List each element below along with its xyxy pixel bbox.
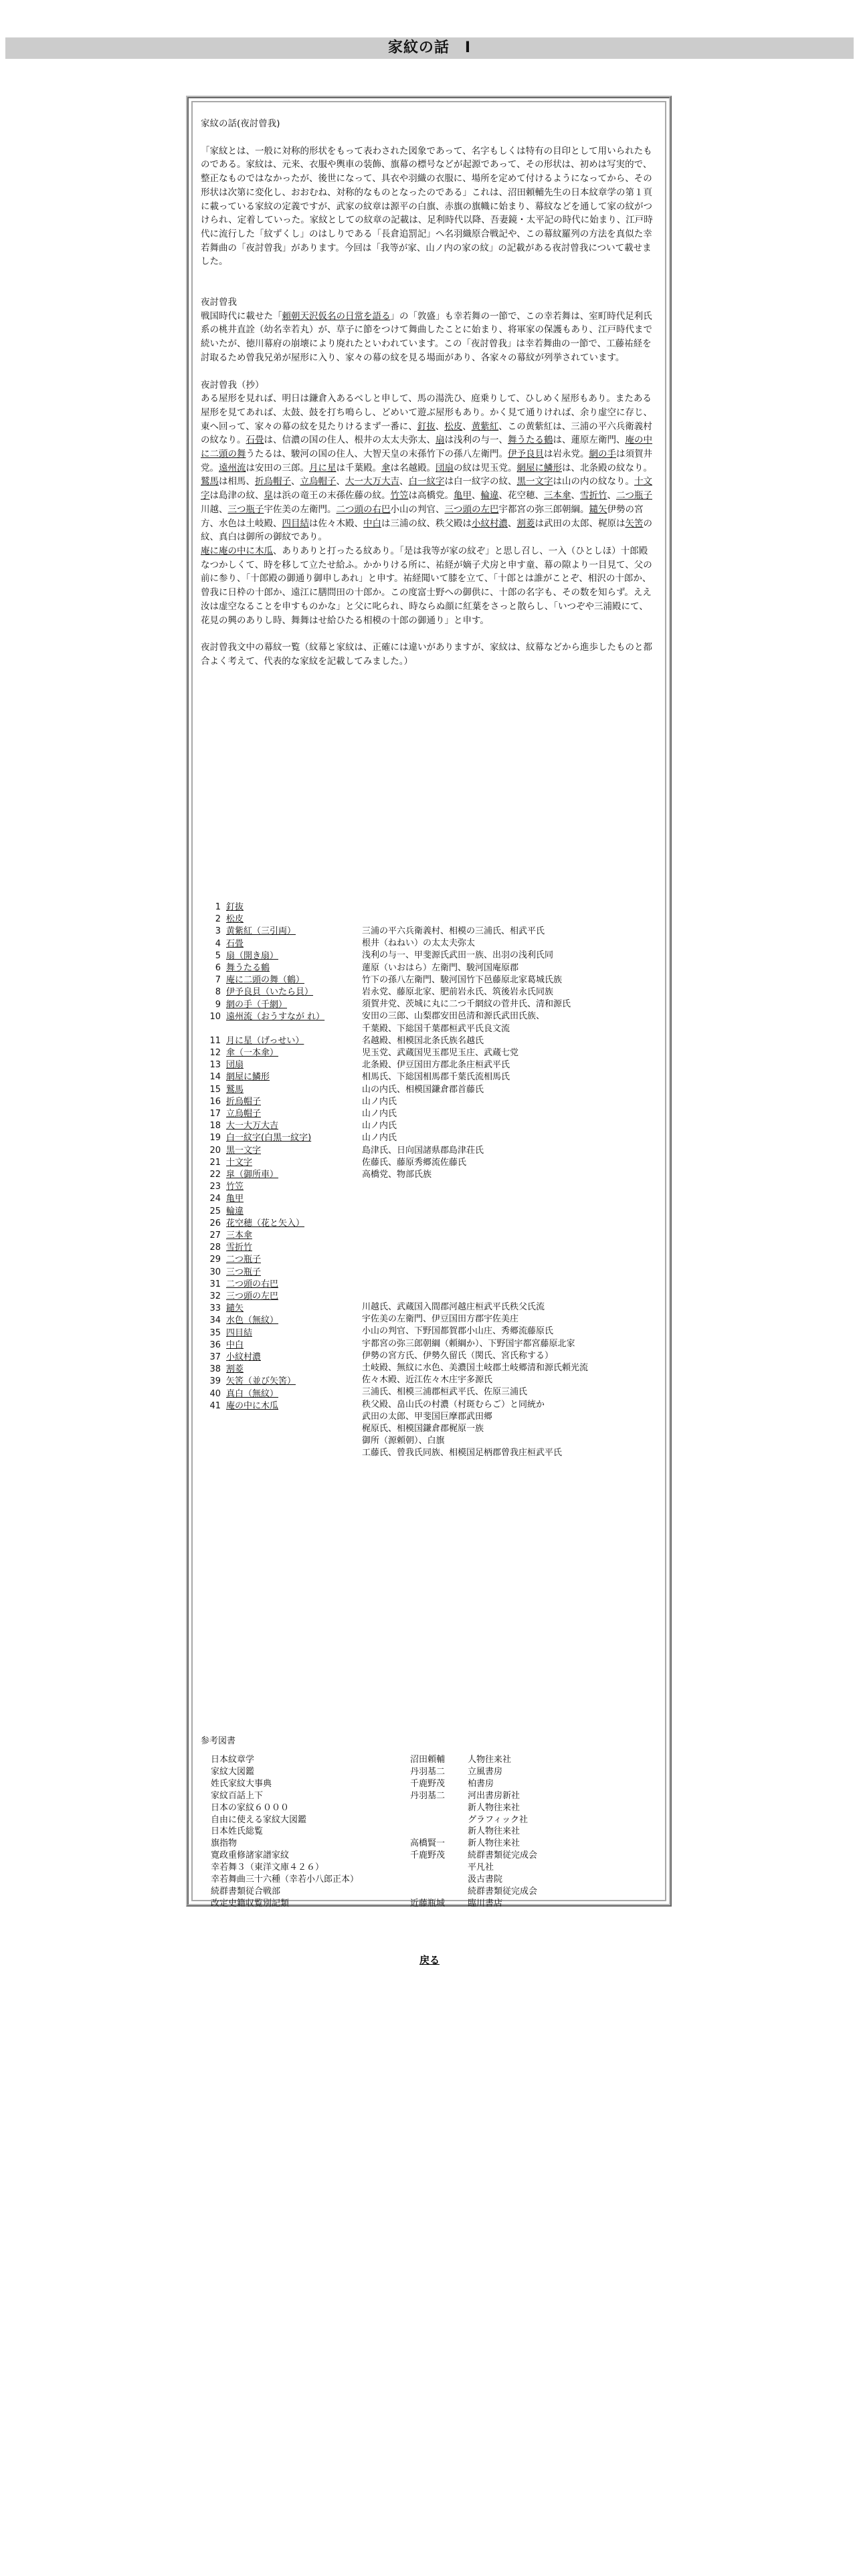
body-text: 、 — [435, 421, 445, 432]
crest-link[interactable]: 月に星 — [309, 462, 337, 473]
crest-link[interactable]: 団扇 — [436, 462, 454, 473]
crest-name[interactable]: 釘抜 — [226, 902, 244, 912]
body-paragraph — [201, 310, 656, 365]
crest-number: 13 — [209, 1060, 221, 1071]
body-text: は、蓮原左衛門、 — [553, 435, 626, 446]
crest-name[interactable]: 真白（無紋） — [226, 1388, 279, 1399]
crest-link[interactable]: 立烏帽子 — [300, 476, 337, 488]
crest-link[interactable]: 亀甲 — [454, 490, 472, 502]
crest-name[interactable]: 網屋に鱗形 — [226, 1072, 270, 1083]
reference-author: 高橋賢一 — [410, 1838, 446, 1849]
crest-link[interactable]: 折烏帽子 — [255, 476, 291, 488]
reference-publisher: 新人物往来社 — [468, 1802, 520, 1813]
crest-number: 27 — [209, 1230, 221, 1241]
crest-name[interactable]: 庵に二頭の舞（鶴） — [226, 975, 305, 986]
crest-name[interactable]: 遠州流（おうすなが れ） — [226, 1011, 325, 1022]
crest-name[interactable]: 二つ瓶子 — [226, 1255, 262, 1265]
crest-link[interactable]: 庵に庵の中に木瓜 — [201, 545, 273, 556]
reference-publisher: 立風書房 — [468, 1766, 503, 1777]
crest-number: 40 — [209, 1388, 221, 1399]
crest-number: 25 — [209, 1206, 221, 1216]
crest-number: 5 — [215, 950, 221, 961]
crest-number: 1 — [215, 902, 221, 912]
reference-publisher: 臨川書店 — [468, 1898, 503, 1909]
crest-link[interactable]: 鷲馬 — [201, 476, 219, 488]
crest-name[interactable]: 石畳 — [226, 938, 244, 949]
crest-link[interactable]: 黒一文字 — [516, 476, 553, 488]
crest-number: 4 — [215, 938, 221, 949]
reference-title: 姓氏家紋大事典 — [211, 1778, 272, 1789]
crest-number: 22 — [209, 1170, 221, 1180]
crest-description-text: 三浦の平六兵衛義村、相模の三浦氏、相武平氏 — [362, 926, 545, 936]
reference-publisher: 河出書房新社 — [468, 1790, 520, 1801]
crest-description-text: 工藤氏、曾我氏同族、相模国足柄郡曾我庄桓武平氏 — [362, 1448, 563, 1459]
crest-link[interactable]: 竹笠 — [390, 490, 409, 502]
crest-link[interactable]: 小紋村濃 — [472, 518, 508, 529]
crest-link[interactable]: 網の手 — [589, 449, 616, 460]
crest-description-text: 北条殿、伊豆国田方郡北条庄桓武平氏 — [362, 1060, 510, 1071]
crest-description-text: 佐々木殿、近江佐々木庄宇多源氏 — [362, 1375, 493, 1386]
paragraph-gap — [201, 365, 656, 379]
crest-number: 17 — [209, 1109, 221, 1119]
body-text: は、北条殿の紋なり。 — [562, 462, 652, 473]
body-paragraph: 夜討曾我 — [201, 297, 237, 308]
body-text: 、この黄紫紅は、三浦の平六兵衛義村の紋なり。 — [201, 421, 652, 446]
reference-publisher: 新人物往来社 — [468, 1838, 520, 1849]
crest-description-text: 高橋党、物部氏族 — [362, 1170, 432, 1180]
crest-link[interactable]: 頼朝天沢仮名の日常を語る — [282, 310, 391, 322]
crest-description-text: 相馬氏、下総国相馬郡千葉氏流相馬氏 — [362, 1072, 510, 1083]
crest-number: 14 — [209, 1072, 221, 1083]
crest-link[interactable]: 皐 — [264, 490, 273, 502]
crest-description-text: 根井（ねねい）の太太夫弥太 — [362, 938, 476, 949]
body-text: は白一紋字の紋、 — [444, 476, 517, 488]
crest-link[interactable]: 大一大万大吉 — [345, 476, 399, 488]
reference-publisher: 続群書類従完成会 — [468, 1886, 538, 1897]
crest-number: 28 — [209, 1243, 221, 1253]
crest-name[interactable]: 折烏帽子 — [226, 1096, 262, 1107]
crest-name[interactable]: 傘（一本傘） — [226, 1048, 279, 1058]
reference-publisher: 柏書房 — [468, 1778, 494, 1789]
crest-name[interactable]: 輪違 — [226, 1206, 244, 1216]
crest-link[interactable]: 三つ頭の左巴 — [444, 504, 499, 515]
body-text: は浜の竜王の末孫佐藤の紋。 — [273, 490, 391, 502]
crest-link[interactable]: 二つ頭の右巴 — [336, 504, 391, 515]
crest-description-text: 児玉党、武蔵国児玉郡児玉庄、武蔵七党 — [362, 1048, 519, 1058]
article-body — [201, 117, 656, 669]
crest-name[interactable]: 庵の中に木瓜 — [226, 1400, 279, 1411]
body-text: は安田の三郎。 — [246, 462, 309, 473]
reference-title: 自由に使える家紋大図鑑 — [211, 1814, 307, 1825]
crest-name[interactable]: 花空穂（花と矢入） — [226, 1218, 305, 1228]
body-text: は佐々木殿、 — [309, 518, 363, 529]
reference-title: 寛政重修諸家譜家紋 — [211, 1850, 290, 1861]
crest-link[interactable]: 三つ瓶子 — [227, 504, 264, 515]
crest-number: 18 — [209, 1121, 221, 1132]
crest-link[interactable]: 中白 — [363, 518, 381, 529]
body-text: 、 — [399, 476, 409, 488]
crest-name[interactable]: 雪折竹 — [226, 1243, 253, 1253]
reference-author: 丹羽基二 — [410, 1790, 446, 1801]
reference-title: 家紋大図鑑 — [211, 1766, 255, 1777]
crest-name[interactable]: 舞うたる鶴 — [226, 963, 270, 973]
body-text: の紋は児玉党。 — [454, 462, 517, 473]
body-text: は浅利の与一、 — [444, 435, 508, 446]
crest-link[interactable]: 石畳 — [246, 435, 264, 446]
crest-description-text: 岩永党、藤原北家、肥前岩永氏、筑後岩永氏同族 — [362, 987, 554, 997]
crest-link[interactable]: 網屋に鱗形 — [516, 462, 562, 473]
reference-title: 日本紋章学 — [211, 1755, 255, 1765]
crest-name[interactable]: 扇（開き扇） — [226, 950, 279, 961]
crest-name[interactable]: 月に星（げっせい） — [226, 1035, 304, 1046]
crest-description-text: 浅利の与一、甲斐源氏武田一族、出羽の浅利氏同 — [362, 950, 554, 961]
crest-number: 20 — [209, 1145, 221, 1156]
crest-link[interactable]: 遠州流 — [219, 462, 246, 473]
crest-link[interactable]: 四目結 — [282, 518, 309, 529]
crest-number: 7 — [215, 975, 221, 986]
body-text: は三浦の紋、秩父殿は — [381, 518, 472, 529]
crest-description-text: 名越殿、相模国北条氏族名越氏 — [362, 1035, 484, 1046]
crest-name[interactable]: 小紋村濃 — [226, 1352, 262, 1362]
body-text: 、 — [336, 476, 345, 488]
crest-name[interactable]: 伊予良貝（いたら貝） — [226, 987, 314, 998]
body-paragraph — [201, 392, 656, 544]
body-text: 伊勢の宮方、水色は土岐殿、 — [201, 504, 644, 529]
crest-description-text: 伊勢の宮方氏、伊勢久留氏（関氏、宮氏称する） — [362, 1350, 554, 1361]
body-text: 川越、 — [201, 504, 228, 515]
reference-title: 家紋百話上下 — [211, 1790, 264, 1801]
crest-name[interactable]: 四目結 — [226, 1327, 253, 1338]
crest-link[interactable]: 舞うたる鶴 — [508, 435, 553, 446]
crest-number: 23 — [209, 1182, 221, 1192]
crest-number: 39 — [209, 1376, 221, 1387]
crest-number: 11 — [209, 1035, 221, 1046]
reference-publisher: 人物往来社 — [468, 1755, 512, 1765]
body-paragraph — [201, 544, 656, 627]
reference-title: 幸若舞曲三十六種（幸若小八郎正本） — [211, 1874, 359, 1885]
body-text: は千葉殿。 — [336, 462, 381, 473]
crest-description-text: 山ノ内氏 — [362, 1133, 397, 1144]
crest-number: 29 — [209, 1255, 221, 1265]
crest-link[interactable]: 二つ瓶子 — [616, 490, 652, 502]
crest-link[interactable]: 割菱 — [516, 518, 535, 529]
crest-description-text: 山ノ内氏 — [362, 1096, 397, 1107]
crest-number: 2 — [215, 914, 221, 925]
reference-title: 改定史籍収覧別記類 — [211, 1898, 290, 1909]
body-text: 、 — [508, 518, 517, 529]
crest-number: 38 — [209, 1364, 221, 1375]
crest-number: 24 — [209, 1194, 221, 1204]
body-text: は島津の紋、 — [209, 490, 264, 502]
crest-name[interactable]: 三つ瓶子 — [226, 1267, 262, 1277]
body-text: は須賀井党。 — [201, 449, 652, 473]
reference-author: 近藤瓶城 — [410, 1898, 446, 1909]
body-text: の紋、真白は御所の御紋であり。 — [201, 518, 652, 543]
body-text: 宇佐美の左衛門。 — [264, 504, 337, 515]
crest-description-text: 山の内氏、相模国鎌倉郡首藤氏 — [362, 1084, 484, 1095]
crest-name[interactable]: 竹笠 — [226, 1182, 244, 1192]
crest-number: 41 — [209, 1400, 221, 1411]
body-text: 、花空穂、 — [498, 490, 544, 502]
crest-number: 8 — [215, 987, 221, 998]
crest-name[interactable]: 松皮 — [226, 914, 244, 925]
crest-description-text: 竹下の孫八左衛門、駿河国竹下邑藤原北家葛城氏族 — [362, 974, 563, 985]
crest-description-text: 安田の三郎、山梨郡安田邑清和源氏武田氏族、 — [362, 1011, 545, 1022]
crest-link[interactable]: 釘抜 — [417, 421, 436, 432]
crest-description-text: 土岐殿、無紋に水色、美濃国土岐郡土岐郷清和源氏頼光流 — [362, 1363, 589, 1373]
crest-name[interactable]: 二つ頭の右巴 — [226, 1279, 279, 1289]
reference-title: 続群書類従合戦部 — [211, 1886, 281, 1897]
crest-number: 9 — [215, 999, 221, 1010]
crest-link[interactable]: 扇 — [436, 435, 445, 446]
reference-author: 千鹿野茂 — [410, 1778, 446, 1789]
reference-title: 幸若舞３（東洋文庫４２６） — [211, 1862, 324, 1873]
crest-name[interactable]: 亀甲 — [226, 1194, 244, 1204]
article-frame — [186, 96, 672, 1907]
crest-link[interactable]: 黄紫紅 — [471, 421, 499, 432]
crest-description-text: 山ノ内氏 — [362, 1109, 397, 1119]
crest-name[interactable]: 白一紋字(白黒一紋字) — [226, 1133, 312, 1144]
crest-number: 6 — [215, 963, 221, 973]
crest-link[interactable]: 松皮 — [444, 421, 463, 432]
page-title: 家紋の話 Ⅰ — [5, 37, 854, 59]
crest-number: 3 — [215, 926, 221, 937]
crest-name[interactable]: 矢筈（並び矢筈） — [226, 1376, 296, 1387]
crest-name[interactable]: 大一大万大吉 — [226, 1121, 279, 1132]
paragraph-gap — [201, 269, 656, 282]
crest-description-text: 武田の太郎、甲斐国巨摩郡武田郷 — [362, 1411, 493, 1422]
crest-number: 33 — [209, 1303, 221, 1314]
body-paragraph: 夜討曾我文中の幕紋一覧（紋幕と家紋は、正確には違いがありますが、家紋は、紋幕などから進歩したものと都合よく考えて、代表的な家紋を記載してみました。） — [201, 642, 652, 667]
reference-author: 沼田頼輔 — [410, 1755, 446, 1765]
body-paragraph: 「家紋とは、一般に対称的形状をもって表わされた図象であって、名字もしくは特有の目印として用いられたものである。家紋は、元来、衣服や輿車の装飾、旗幕の標号などが起源であって、その形状は、初めは写実的で、整正なものではなかったが、後世になって、具衣や羽織の衣服に、場所を定めて付けるようになってから、その形状は次第に変化し、おおむね、対称的なものとなったのである」これは、沼田頼輔先生の日本紋章学の第１頁に載っている家紋の定義ですが、武家の紋章は源平の白旗、赤旗の旗幟に始まり、幕紋などを通して家の紋がつけられ、定着していった。家紋としての紋章の記載は、足利時代以降、吾妻鏡・太平記の時代に始まり、江戸時代に流行した「紋ずくし」のはしりである「長倉追罰記」へ名羽織原合戦記や、この幕紋羅列の方法を真似た幸若舞曲の「夜討曾我」があります。今回は「我等が家、山ノ内の家の紋」の記載がある夜討曾我について載せました。 — [201, 145, 653, 267]
crest-number: 21 — [209, 1157, 221, 1168]
reference-title: 日本の家紋６０００ — [211, 1802, 290, 1813]
body-paragraph: 夜討曾我（抄） — [201, 379, 264, 391]
body-paragraph: 家紋の話(夜討曾我) — [201, 118, 280, 129]
crest-number: 10 — [209, 1011, 221, 1022]
crest-name[interactable]: 割菱 — [226, 1364, 244, 1375]
body-text: 、 — [571, 490, 580, 502]
crest-name[interactable]: 三つ頭の左巴 — [226, 1291, 279, 1301]
crest-description-text: 梶原氏、相模国鎌倉郡梶原一族 — [362, 1424, 484, 1434]
crest-number: 30 — [209, 1267, 221, 1277]
crest-description-text: 三浦氏、相模三浦郡桓武平氏、佐原三浦氏 — [362, 1387, 528, 1398]
reference-title: 日本姓氏総覧 — [211, 1826, 264, 1837]
crest-number: 15 — [209, 1084, 221, 1095]
crest-description-text: 宇佐美の左衛門、伊豆国田方郡宇佐美庄 — [362, 1314, 519, 1325]
paragraph-gap — [201, 282, 656, 296]
body-text: ある屋形を見れば、明日は鎌倉入あるべしと申して、馬の湯洗ひ、庭乗りして、ひしめく屋形もあり。またある屋形を見てあれば、太鼓、鼓を打ち鳴らし、どめいて遊ぶ屋形もあり。かく見て通りければ、余り虚空に存じ、東へ回って、家々の幕の紋を見たりけるまず一番に、 — [201, 393, 652, 432]
crest-description-text: 山ノ内氏 — [362, 1121, 397, 1132]
crest-description-text: 宇都宮の弥三郎朝綱（頼綱か）、下野国宇都宮藤原北家 — [362, 1338, 575, 1349]
crest-link[interactable]: 雪折竹 — [580, 490, 607, 502]
references-heading: 参考図書 — [201, 1736, 236, 1746]
body-text: は高橋党。 — [408, 490, 454, 502]
back-link[interactable]: 戻る — [419, 1954, 440, 1966]
article-inner — [191, 101, 666, 1909]
crest-number: 36 — [209, 1339, 221, 1350]
crest-number: 31 — [209, 1279, 221, 1289]
crest-number: 26 — [209, 1218, 221, 1228]
crest-number: 12 — [209, 1048, 221, 1058]
crest-link[interactable]: 矢筈 — [625, 518, 644, 529]
body-text: 、 — [462, 421, 472, 432]
body-text: は山の内の紋なり。 — [553, 476, 634, 488]
crest-link[interactable]: 鑓矢 — [589, 504, 607, 515]
crest-name[interactable]: 鷲馬 — [226, 1084, 244, 1095]
body-text: 、 — [607, 490, 616, 502]
crest-name[interactable]: 立烏帽子 — [226, 1109, 262, 1119]
reference-author: 丹羽基二 — [410, 1766, 446, 1777]
crest-number: 35 — [209, 1327, 221, 1338]
crest-name[interactable]: 鑓矢 — [226, 1303, 244, 1314]
paragraph-gap — [201, 131, 656, 144]
body-text: は、信濃の国の住人、根井の太太夫弥太、 — [264, 435, 436, 446]
crest-name[interactable]: 皐（御所車） — [226, 1170, 279, 1180]
reference-publisher: 新人物往来社 — [468, 1826, 520, 1837]
reference-publisher: 続群書類従完成会 — [468, 1850, 538, 1861]
body-text: 、ありありと打ったる紋あり。「是は我等が家の紋ぞ」と思し召し、一入（ひとしほ）十郎殿なつかしくて、時を移して立たせ給ふ。かかりける所に、祐経が嫡子犬房と申す童、幕の隙より一目見て、父の前に参り、「十郎殿の御通り御申しあれ」と申す。祐経聞いて膝を立て、「十郎とは誰がことぞ、相沢の十郎か、曾我に日枠の十郎か、遠江に膳問田の十郎か。この度富士野への御供に、十郎の名字も、その数を知らず。ええ汝は虚空なることを申すものかな」と父に叱られ、時ならぬ顔に紅葉をさっと散らし、「いつぞや三浦殿にて、花見の興のありし時、舞舞はせ給ひたる相模の十郎の御通り」と申す。 — [201, 545, 652, 626]
crest-link[interactable]: 傘 — [381, 462, 391, 473]
body-text: 」の「敦盛」も幸若舞の一節で、この幸若舞は、室町時代足利氏系の桃井直詮（幼名幸若丸）が、草子に節をつけて舞曲したことに始まり、将軍家の保護もあり、江戸時代まで続いたが、徳川幕府の崩壊により廃れたといわれています。この「夜討曾我」は幸若舞曲の一節で、工藤祐経を討取るため曾我兄弟が屋形に入り、家々の幕の紋を見る場面があり、各家々の幕紋が列挙されています。 — [201, 310, 652, 363]
crest-link[interactable]: 十文字 — [201, 476, 652, 502]
body-text: 宇都宮の弥三郎朝綱。 — [498, 504, 589, 515]
crest-name[interactable]: 水色（無紋） — [226, 1315, 279, 1326]
reference-publisher: 平凡社 — [468, 1862, 494, 1873]
crest-link[interactable]: 伊予良貝 — [508, 449, 544, 460]
body-text: は武田の太郎、梶原は — [535, 518, 626, 529]
body-text: は相馬、 — [219, 476, 255, 488]
crest-number: 34 — [209, 1315, 221, 1326]
crest-link[interactable]: 輪違 — [480, 490, 499, 502]
crest-description-text: 蓮原（いおはら）左衛門、駿河国庵原郡 — [362, 962, 519, 973]
crest-name[interactable]: 三本傘 — [226, 1230, 253, 1241]
crest-description-text: 小山の判官、下野国都賀郡小山庄、秀郷流藤原氏 — [362, 1326, 554, 1337]
crest-name[interactable]: 団扇 — [226, 1060, 244, 1071]
crest-link[interactable]: 白一紋字 — [408, 476, 445, 488]
body-text: 小山の判官、 — [390, 504, 445, 515]
crest-number: 19 — [209, 1133, 221, 1144]
crest-name[interactable]: 黒一文字 — [226, 1145, 262, 1156]
crest-description-text: 川越氏、武蔵国入間郡河越庄桓武平氏秩父氏流 — [362, 1302, 545, 1312]
crest-link[interactable]: 庵の中に二頭の舞 — [201, 435, 652, 460]
reference-author: 千鹿野茂 — [410, 1850, 446, 1861]
body-text: 、 — [291, 476, 300, 488]
crest-description-text: 御所（源頼朝）、白旗 — [362, 1436, 445, 1446]
reference-publisher: 汲古書院 — [468, 1874, 503, 1885]
body-text: 、 — [472, 490, 481, 502]
crest-link[interactable]: 三本傘 — [544, 490, 571, 502]
body-text: は名越殿。 — [390, 462, 436, 473]
crest-name[interactable]: 網の手（千網） — [226, 999, 288, 1010]
body-text: うたるは、駿河の国の住人、大智天皇の末孫竹下の孫八左衛門。 — [246, 449, 508, 460]
crest-description-text: 佐藤氏、藤原秀郷流佐藤氏 — [362, 1157, 467, 1168]
crest-description-text: 千葉殿、下総国千葉郡桓武平氏良文流 — [362, 1023, 510, 1034]
crest-description-text: 島津氏、日向国諸県郡島津荘氏 — [362, 1145, 484, 1156]
crest-name[interactable]: 中白 — [226, 1339, 244, 1350]
crest-number: 37 — [209, 1352, 221, 1362]
crest-description-text: 秩父殿、畠山氏の村濃（村斑むらご）と同統か — [362, 1399, 545, 1410]
reference-title: 旗指物 — [211, 1838, 237, 1849]
crest-number: 32 — [209, 1291, 221, 1301]
crest-number: 16 — [209, 1096, 221, 1107]
body-text: は岩永党。 — [544, 449, 589, 460]
reference-publisher: グラフィック社 — [468, 1814, 528, 1825]
paragraph-gap — [201, 627, 656, 641]
crest-name[interactable]: 十文字 — [226, 1157, 253, 1168]
body-text: 戦国時代に載せた「 — [201, 310, 282, 322]
crest-name[interactable]: 黄紫紅（三引両） — [226, 926, 296, 937]
crest-description-text: 須賀井党、茨城に丸に二つ千網紋の菅井氏、清和源氏 — [362, 999, 571, 1010]
